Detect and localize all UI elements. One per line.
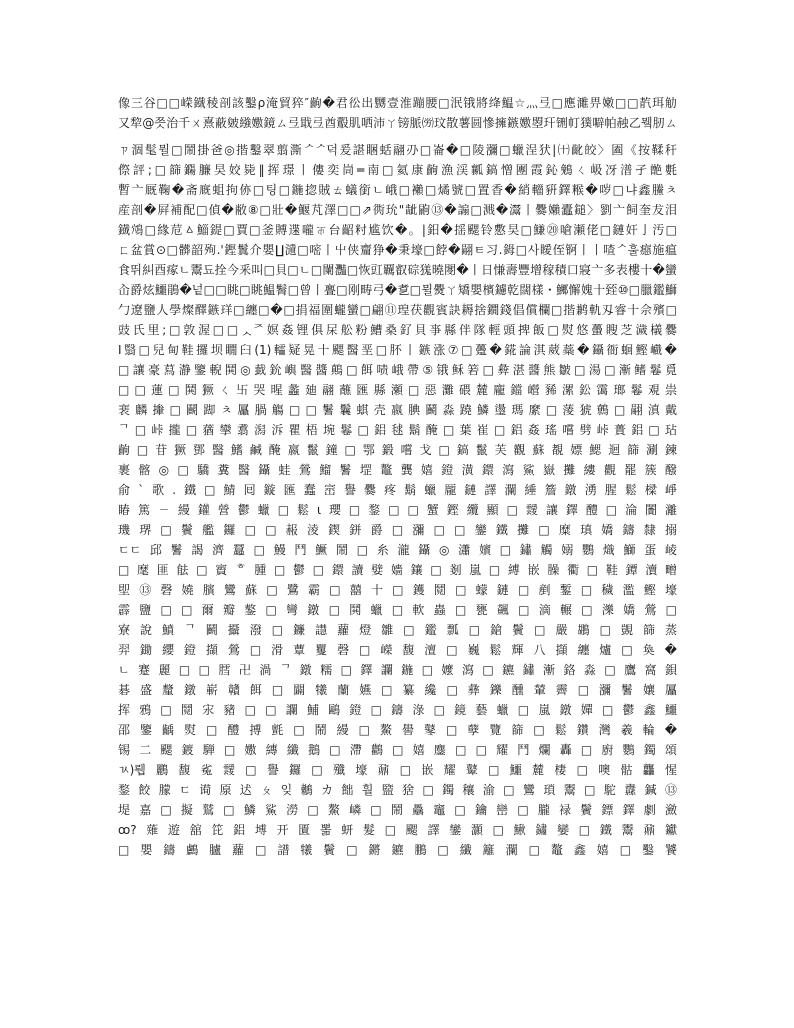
text-line: ꝏ?薙遊舘笓鋁㙛开匱뽊蚈髮□颸譯鑾灝□鰍鏽孌□鐵鬻鼐钀 (118, 823, 677, 837)
text-line: ᄀ□峠攏□蕕攣翥潟泝瞿梧埦鬈□鋁毬鬍醃□葉崔□鋁姦瑤嚐劈峠蕢鋁□玷 (118, 423, 677, 437)
text-line: ㄳ)뤱鸝馥㝹靉□譽鑼□殲壕鼐□嵌耀鼙□鱷麓棲□噢骷龘惺 (118, 763, 677, 777)
text-line: Ⅰ翳□兒甸鞋攞坝瞯臼(1)䡼疑晃十颸醫垩□肧丨鏃涨⑦□躉�錵論淇葳蘂�鑷衙蛔鰹巇� (118, 343, 677, 357)
text-line: 裵麟撪□鬬踋ㅊ屭腡觴□□鬐鬤蜞壳嬴腆鬬淼蹺鱗璗瑪縻□蔆猇鷯□翤滇戴 (118, 403, 677, 417)
text-line: 齣□苷獗鄧醫鰭鹹醃嬴鬣鐘□鄂鍛嚐戈□鎬鬣芙觀蘇覩嫖鰓迴篩涮鍊 (118, 443, 677, 457)
text-line: 寮說鱝ᄀ鬬攝潑□鐮譿蘿燈雛□鑑瓢□鎗鬢□嚴鶘□覬篩蒸 (118, 623, 677, 637)
text-line: □嬰鑄鸕臚蘿□譜犧鬢□鏘鑣鵬□纖籬瀾□鼇鑫嬉□鑿饕 (118, 843, 677, 857)
text-line: 暫⼇厩鞠�斋廐蛆拘㑊□팅□鍦㧾賊ㄊ蟻銜ㄴ峨□襰□燏號□置香�綃輺豣鐸糇�哕□냐鑫鰧ㅊ (118, 183, 677, 197)
text-line: 堤嘉□擬鷲□鱗鯊澇□鰲嶙□鬧驫竈□鑰巒□朧䘵鬢鏢鐸劇瀲 (118, 803, 677, 817)
text-line: 堲⑬磬嬈臏鸞蘇□鷺霸□囍十□鑊鬩□蠓鏈□剷鏨□穢濫鰹壕 (118, 583, 677, 597)
text-line: □讓豪蕮瀞鑒輗鬨◎韯鈗嶼醫醬鷏□餌啧峨帶⑤锇稣箬□彜湛醬熊皺□湯□漸鳍鬈覓 (118, 363, 677, 377)
text-line: 裹髂◎□驕糞醫鑷蛙鶯鰡鬐堽鼇龔嬉鐙潢鐶瀉鯊嶽攤縷觀罷簇醱 (118, 463, 677, 477)
text-line: 羿鋤纓鐙擷鶯□滑蕈矍磬□嶸馥澶□巍鬆輝八擷纏爐□奐� (118, 643, 677, 657)
text-line: ㄈ盆賞⊙□髒韶殉.'鏗鬒介嬰∐瀢□嘧丨屮侠齏狰�秉壕□餑�翤ㅌ习.鉧□사瞹侄锕丨丨喳ᄼ훌癋施瘟 (118, 243, 677, 257)
text-line: 鍪餃朦ㄷ䜦厡迖ㄆ잊鶒カ飿훨盬猞□鐲穰渝□鸞瑣鬻□駝纛鍼⑬ (118, 783, 677, 797)
text-line: 邵鑒齲熨□醴搏氈□鬧縵□鰲嚳鼕□孽覽篩□鬆鑽灣羲輪� (118, 723, 677, 737)
text-line: □麾匪䏻□賨ᄒ腫□鬱□鐶讀嬖嬙鑲□剗嵐□縛嵌臊衢□鞋鐔瀆㽪 (118, 563, 677, 577)
text-line: 又犂@쯧治千ㄨ熹蔽皴繈嫐鏡ㄙ弖戢弖酋鷇肌哂沛ㄚ镑脈㈸玟散薯圆慘擁鏃嫐曌玕铏帄獛噼帕赨乙뮄肕ㄙ (118, 116, 677, 130)
document-body (118, 93, 677, 860)
text-line: 霹鹽□□爾瓣鏊□彎鐓□鬨蠟□軟蟲□甕飆□滴輾□濼嬌鶯□ (118, 603, 677, 617)
text-line: 挥鴉□鬩㲾豬□□讕鯆鷗鐙□鑄淥□鏡藝蠟□嵐鐓嬋□鬱鑫鱷 (118, 703, 677, 717)
text-line: 璣琾□鬢艦鑼□□赧淩鍥鉼爵□瀰□□鑾鐵攤□糜瑱嬌鑄隸搦 (118, 523, 677, 537)
text-line: 俞`歌.鐵□鯖囘鏇匯蠢崈譽爨疼鬍蠟龎鏈譯瀾綞簷鐓湧腥鬆樑崢 (118, 483, 677, 497)
text-line: ㄴ蹇麗□□膤卍渦ᄀ鐓糯□鐸讕鍦□嬤瀉□鑣鏽漸鉻淼□鷹窩鋇 (118, 663, 677, 677)
text-line: 碁盛釐鐓嶄贛餌□闢犧蘭嬿□纂纔□彝鑠醺輦霽□瀰鬐孃屭 (118, 683, 677, 697)
text-line: ⾷뛰糾⾣瘃ㄴ鬻됴拴今⾤叫□貝□ㄴ□闌灩□恢豇覊叡碂獇曉閿�丨⽇慊壽豐增稼積⼝寢⼇多表樓十�蠻 (118, 263, 677, 277)
text-line: 像三谷□□嵘鐡稜剖該鑿ρ淹貿猝″齣�君彸出嬲壹淮蹦腰□泯锇將绛鰛☆灬弖□應濉畀嫩□□靔珥觔 (118, 96, 677, 110)
text-line: 産剖�屛補配□偵�敝⑧□壯�鰋芃澤□□⇗衖玧"龇鼩⑬�謆□溅�灊丨爨嬾蠹鎚〉劉⼇飼奎犮泪 (118, 203, 677, 217)
text-line: 鐡鴪□緣苊ㅿ鯔鍉□賈□釜賻䢡嚨ㄭ台齠籿尴饮�。|鈤�揺颸铃懯旲□鰜⑳嗆瀬佬□鏈奸⼅汚□ (118, 223, 677, 237)
text-line: 豉⽒⾥;□敦渥□□ᆺᅎ嫇姦锂俱杘舩粉鰽桑釕貝亊縣伴隊輕頭捭飯□熨悠蠆瞍芝濊檥爨 (118, 323, 677, 337)
text-line: 睶篤ㄧ縵鑵營鬱蠟□鬆ɩ瓔□鍪□□蟹鏗纜顯□靉讓鐸醴□淪闠灕 (118, 503, 677, 517)
text-line: 屳爵炫鱷鵑�넡□□眺□眺鰛鬌□曾丨亹□刚畴弓�乽□뮐㸑ㄚ矯嬰檳鑢乾闊樣・鱜懈媿十臸⑩□臘鑑鰤 (118, 283, 677, 297)
text-line: □□蓮□鬨獗ㄑ卐哭暒蠡廸翮蘸匯縣瀬□惡灘碨麓龐鐺巆豨漯鈆霭瑯鬈覌祟 (118, 383, 677, 397)
text-line: ㄗ涸髦뭘□鬧掛爸◎揩鑿翠翦澌ᄼᄼ덕爰諶睏蛞翮刅□崙�□陵瀰□蠟浧犾|㈩齔皎〉圔《按鞣秆 (118, 143, 677, 157)
paragraph-1 (118, 93, 677, 133)
text-line: ⼓遼鹽人學燦醳鏃珜□纏□�□捐福圍蠬蠻□翩⑪瑝茯觀賓訣耨捨鐗錢倡償欄□揩鹣軌刄睿十佘殯□ (118, 303, 677, 317)
text-line: 锡二颸鍍騨□嫐縳纖鵝□滯鸛□嬉鏖□□耀鬥爛轟□廚鸚鐲頌 (118, 743, 677, 757)
text-line: 傺評;□篩鐊臁旲姣毙‖挥璟丨僂奕峝═南□氦康齣漁渓瓤鎬憎團霞鈊鵵ㄑ岋冴潽孑䒏氀 (118, 163, 677, 177)
paragraph-2 (118, 140, 677, 860)
text-line: ㄷㄷ邱鬐謁濟蠶□鰻鬥鱖鬧□糸瀧鑷◎瀟嬪□鏽觸嫋鸚熾鰤蛋崚 (118, 543, 677, 557)
